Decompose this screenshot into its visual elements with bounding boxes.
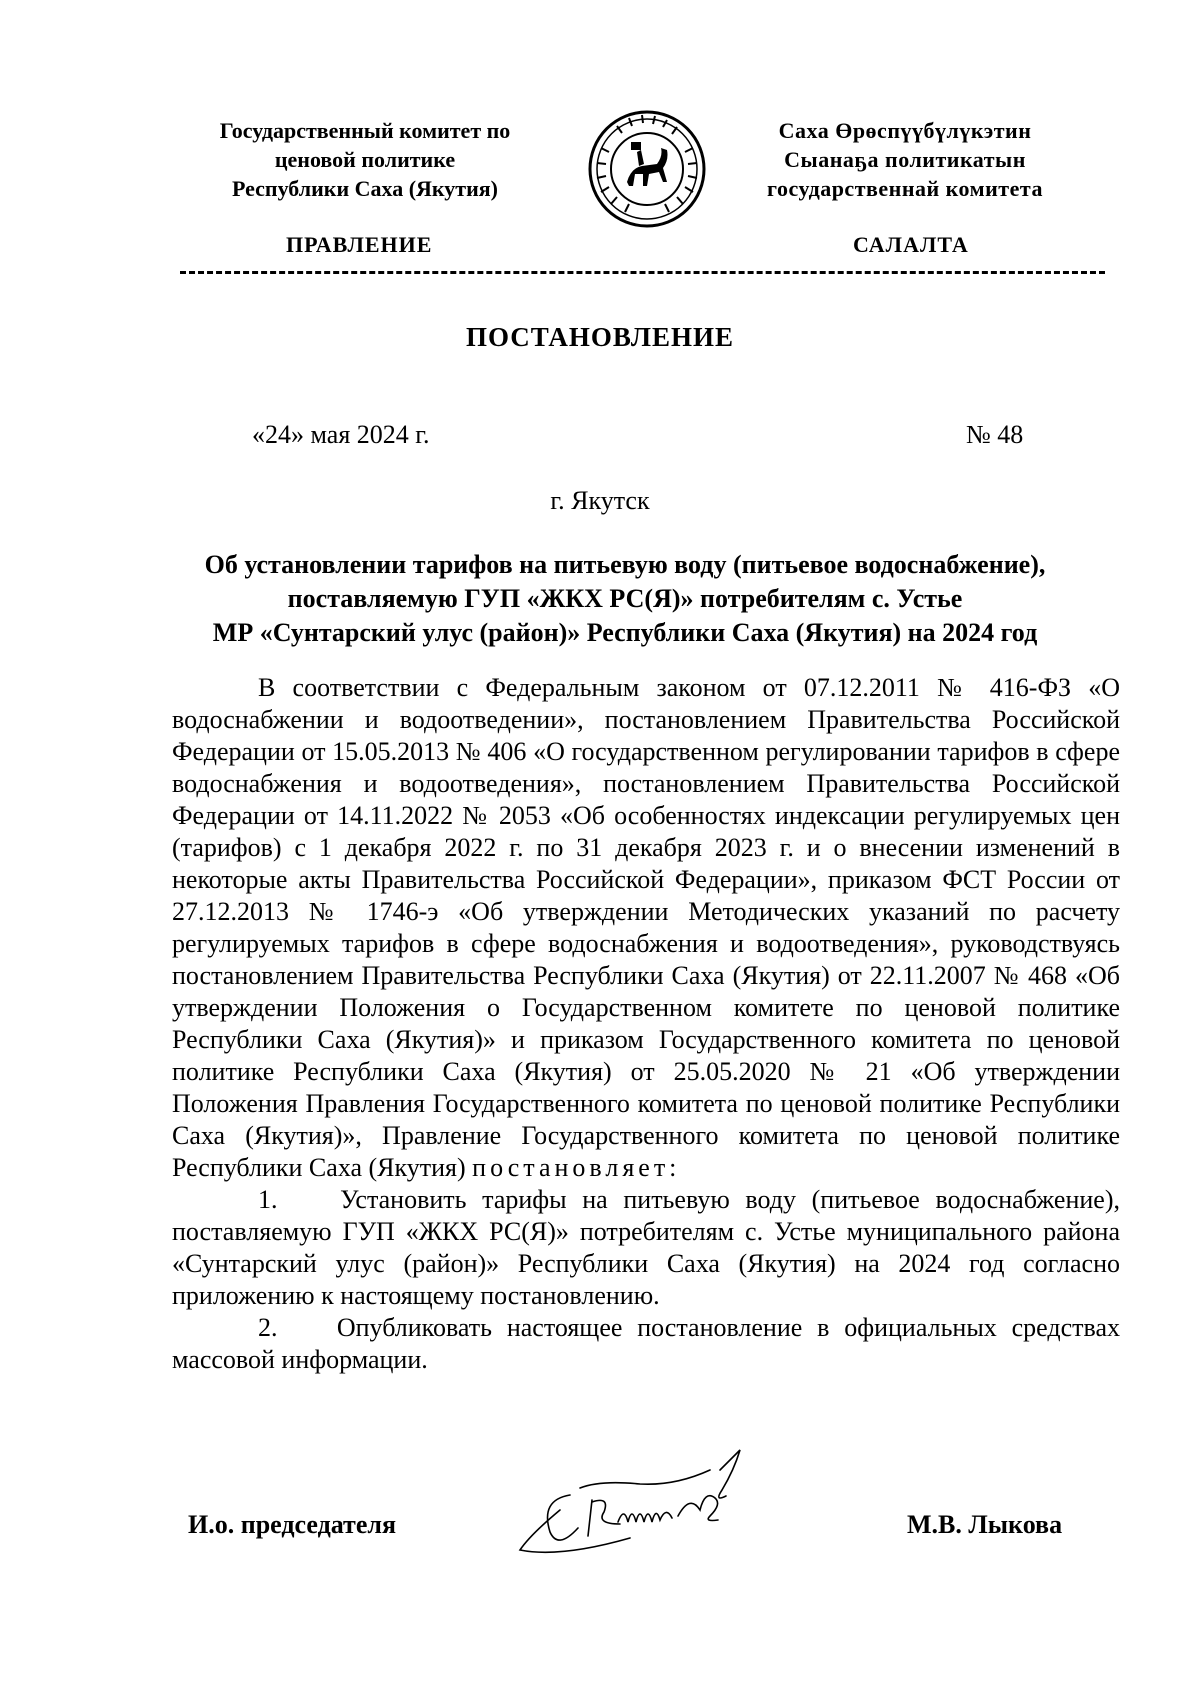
header-right-line: государственнай комитета <box>767 176 1043 201</box>
coat-of-arms-emblem <box>587 108 707 230</box>
decree-item <box>172 1184 1120 1312</box>
decree-word: постановляет: <box>472 1153 681 1182</box>
header-divider <box>180 271 1105 274</box>
subject-line: МР «Сунтарский улус (район)» Республики Саха (Якутия) на 2024 год <box>212 618 1038 647</box>
item-text: Опубликовать настоящее постановление в официальных средствах массовой информации. <box>172 1313 1120 1374</box>
signatory-name: М.В. Лыкова <box>907 1510 1063 1539</box>
document-city: г. Якутск <box>550 486 650 515</box>
header-right-line: Саха Өрөспүүбүлүкэтин <box>778 118 1032 143</box>
header-left-line: Государственный комитет по <box>219 118 511 143</box>
item-text: Установить тарифы на питьевую воду (питьевое водоснабжение), поставляемую ГУП «ЖКХ РС(Я)» потребителям с. Устье муниципального района «Сунтарский улус (район)» Республики Саха (Якутия) на 2024 год согласно приложению к настоящему постановлению. <box>172 1185 1120 1310</box>
document-subject <box>160 548 1090 650</box>
header-right-org <box>730 116 1080 203</box>
subject-line: поставляемую ГУП «ЖКХ РС(Я)» потребителям с. Устье <box>287 584 963 613</box>
header-left-line: ценовой политике <box>274 147 456 172</box>
preamble-paragraph <box>172 672 1120 1184</box>
signatory-role: И.о. председателя <box>188 1510 397 1539</box>
board-label-left: ПРАВЛЕНИЕ <box>286 232 433 257</box>
header-left-line: Республики Саха (Якутия) <box>231 176 499 201</box>
preamble-text: В соответствии с Федеральным законом от 07.12.2011 № 416-ФЗ «О водоснабжении и водоотведении», постановлением Правительства Российской Федерации от 15.05.2013 № 406 «О государственном регулировании тарифов в сфере водоснабжения и водоотведения», постановлением Правительства Российской Федерации от 14.11.2022 № 2053 «Об особенностях индексации регулируемых цен (тарифов) с 1 декабря 2022 г. по 31 декабря 2023 г. и о внесении изменений в некоторые акты Правительства Российской Федерации», приказом ФСТ России от 27.12.2013 № 1746-э «Об утверждении Методических указаний по расчету регулируемых тарифов в сфере водоснабжения и водоотведения», руководствуясь постановлением Правительства Республики Саха (Якутия) от 22.11.2007 № 468 «Об утверждении Положения о Государственном комитете по ценовой политике Республики Саха (Якутия)» и приказом Государственного комитета по ценовой политике Республики Саха (Якутия) от 25.05.2020 № 21 «Об утверждении Положения Правления Государственного комитета по ценовой политике Республики Саха (Якутия)», Правление Государственного комитета по ценовой политике Республики Саха (Якутия) <box>172 673 1120 1182</box>
header-right-line: Сыанаҕа политикатын <box>784 147 1026 172</box>
decree-item <box>172 1312 1120 1376</box>
handwritten-signature <box>500 1440 800 1570</box>
document-date: «24» мая 2024 г. <box>252 420 430 449</box>
header-left-org <box>180 116 550 203</box>
document-body <box>172 672 1120 1376</box>
document-number: № 48 <box>966 420 1024 449</box>
item-number: 2. <box>258 1313 278 1342</box>
board-label-right: САЛАЛТА <box>853 232 969 257</box>
document-title: ПОСТАНОВЛЕНИЕ <box>465 322 735 352</box>
item-number: 1. <box>258 1185 278 1214</box>
subject-line: Об установлении тарифов на питьевую воду (питьевое водоснабжение), <box>204 550 1046 579</box>
